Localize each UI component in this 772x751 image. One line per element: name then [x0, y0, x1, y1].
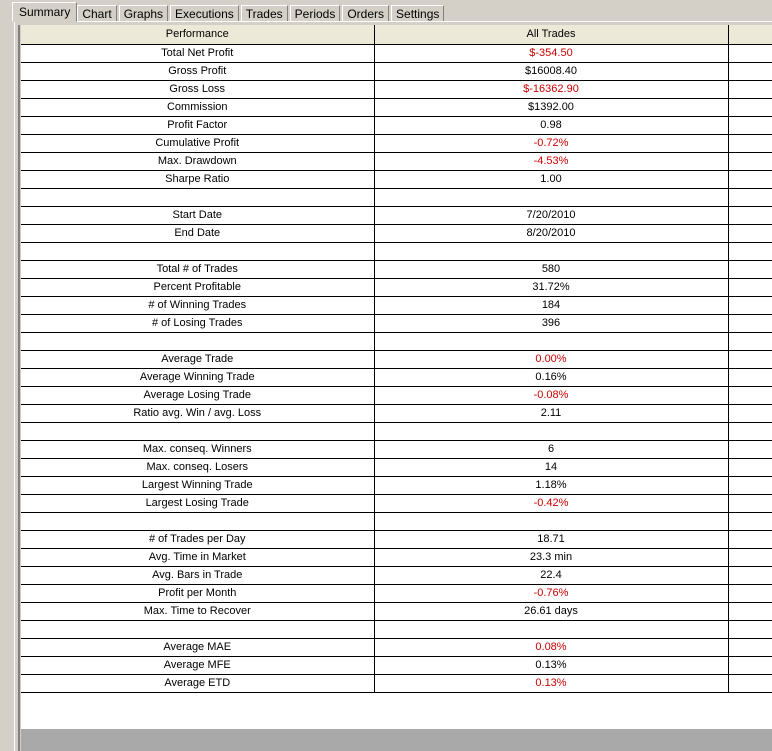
metric-value: 6 — [374, 440, 728, 458]
metric-label: Average MFE — [21, 656, 374, 674]
metric-label: Ratio avg. Win / avg. Loss — [21, 404, 374, 422]
extra-cell — [728, 278, 772, 296]
extra-cell — [728, 80, 772, 98]
table-row[interactable] — [21, 512, 772, 530]
metric-label: Gross Loss — [21, 80, 374, 98]
metric-value: 1.18% — [374, 476, 728, 494]
metric-value: $-16362.90 — [374, 80, 728, 98]
extra-cell — [728, 44, 772, 62]
table-row[interactable] — [21, 422, 772, 440]
metric-value: 0.08% — [374, 638, 728, 656]
extra-cell — [728, 242, 772, 260]
metric-value: -0.72% — [374, 134, 728, 152]
tab-bar — [14, 2, 446, 22]
tab-summary[interactable]: Summary — [12, 2, 77, 22]
metric-label: Max. conseq. Losers — [21, 458, 374, 476]
metric-value: 2.11 — [374, 404, 728, 422]
tab-orders[interactable]: Orders — [342, 5, 389, 22]
metric-value — [374, 332, 728, 350]
table-row[interactable] — [21, 152, 772, 170]
tab-graphs[interactable]: Graphs — [119, 5, 168, 22]
metric-value: 0.00% — [374, 350, 728, 368]
table-row[interactable] — [21, 620, 772, 638]
metric-value — [374, 188, 728, 206]
table-row[interactable] — [21, 278, 772, 296]
extra-cell — [728, 602, 772, 620]
tab-trades[interactable]: Trades — [241, 5, 288, 22]
performance-grid[interactable] — [21, 25, 772, 729]
metric-value: 580 — [374, 260, 728, 278]
tab-chart[interactable]: Chart — [77, 5, 116, 22]
metric-value — [374, 422, 728, 440]
metric-label: Largest Losing Trade — [21, 494, 374, 512]
metric-value: 7/20/2010 — [374, 206, 728, 224]
metric-value: 1.00 — [374, 170, 728, 188]
table-row[interactable] — [21, 584, 772, 602]
table-row[interactable] — [21, 530, 772, 548]
column-header-extra[interactable] — [728, 25, 772, 44]
metric-label — [21, 188, 374, 206]
metric-value: 396 — [374, 314, 728, 332]
extra-cell — [728, 548, 772, 566]
table-row[interactable] — [21, 44, 772, 62]
metric-label: Max. conseq. Winners — [21, 440, 374, 458]
extra-cell — [728, 350, 772, 368]
metric-value: 22.4 — [374, 566, 728, 584]
metric-value — [374, 242, 728, 260]
grid-empty-area — [21, 729, 772, 751]
performance-table — [21, 25, 772, 693]
extra-cell — [728, 98, 772, 116]
metric-label: Max. Drawdown — [21, 152, 374, 170]
extra-cell — [728, 134, 772, 152]
table-row[interactable] — [21, 260, 772, 278]
extra-cell — [728, 476, 772, 494]
tab-settings[interactable]: Settings — [391, 5, 444, 22]
extra-cell — [728, 116, 772, 134]
metric-label: Average Winning Trade — [21, 368, 374, 386]
table-row[interactable] — [21, 494, 772, 512]
extra-cell — [728, 224, 772, 242]
metric-label — [21, 620, 374, 638]
extra-cell — [728, 584, 772, 602]
table-row[interactable] — [21, 116, 772, 134]
table-row[interactable] — [21, 566, 772, 584]
table-row[interactable] — [21, 296, 772, 314]
table-row[interactable] — [21, 674, 772, 692]
table-row[interactable] — [21, 350, 772, 368]
metric-label: Total Net Profit — [21, 44, 374, 62]
table-row[interactable] — [21, 170, 772, 188]
metric-value: 31.72% — [374, 278, 728, 296]
metric-value — [374, 512, 728, 530]
tab-executions[interactable]: Executions — [170, 5, 239, 22]
metric-label — [21, 422, 374, 440]
metric-label: # of Trades per Day — [21, 530, 374, 548]
metric-label: Sharpe Ratio — [21, 170, 374, 188]
extra-cell — [728, 62, 772, 80]
metric-value: -0.42% — [374, 494, 728, 512]
metric-value: -0.08% — [374, 386, 728, 404]
table-row[interactable] — [21, 386, 772, 404]
extra-cell — [728, 332, 772, 350]
metric-value: 8/20/2010 — [374, 224, 728, 242]
extra-cell — [728, 188, 772, 206]
table-row[interactable] — [21, 638, 772, 656]
extra-cell — [728, 458, 772, 476]
metric-value: 0.98 — [374, 116, 728, 134]
metric-label: Gross Profit — [21, 62, 374, 80]
table-row[interactable] — [21, 332, 772, 350]
table-row[interactable] — [21, 476, 772, 494]
extra-cell — [728, 530, 772, 548]
extra-cell — [728, 260, 772, 278]
metric-label: Profit per Month — [21, 584, 374, 602]
column-header-performance[interactable]: Performance — [21, 25, 374, 44]
extra-cell — [728, 674, 772, 692]
panel-left-edge — [18, 25, 20, 751]
extra-cell — [728, 440, 772, 458]
metric-label: End Date — [21, 224, 374, 242]
table-row[interactable] — [21, 80, 772, 98]
table-row[interactable] — [21, 134, 772, 152]
metric-value: $16008.40 — [374, 62, 728, 80]
table-row[interactable] — [21, 548, 772, 566]
metric-label — [21, 332, 374, 350]
metric-label: Avg. Time in Market — [21, 548, 374, 566]
metric-label: Average MAE — [21, 638, 374, 656]
extra-cell — [728, 512, 772, 530]
extra-cell — [728, 170, 772, 188]
tab-periods[interactable]: Periods — [290, 5, 341, 22]
extra-cell — [728, 386, 772, 404]
table-row[interactable] — [21, 206, 772, 224]
extra-cell — [728, 206, 772, 224]
metric-value: $1392.00 — [374, 98, 728, 116]
metric-label: Commission — [21, 98, 374, 116]
metric-value: $-354.50 — [374, 44, 728, 62]
table-row[interactable] — [21, 368, 772, 386]
metric-value: 18.71 — [374, 530, 728, 548]
metric-label: Profit Factor — [21, 116, 374, 134]
metric-label: Largest Winning Trade — [21, 476, 374, 494]
column-header-all-trades[interactable]: All Trades — [374, 25, 728, 44]
extra-cell — [728, 296, 772, 314]
extra-cell — [728, 566, 772, 584]
metric-value: 0.13% — [374, 674, 728, 692]
metric-label: Avg. Bars in Trade — [21, 566, 374, 584]
metric-label: Max. Time to Recover — [21, 602, 374, 620]
metric-value: 14 — [374, 458, 728, 476]
table-row[interactable] — [21, 656, 772, 674]
extra-cell — [728, 422, 772, 440]
table-row[interactable] — [21, 98, 772, 116]
table-row[interactable] — [21, 62, 772, 80]
metric-value: 184 — [374, 296, 728, 314]
table-row[interactable] — [21, 188, 772, 206]
metric-value: 26.61 days — [374, 602, 728, 620]
metric-label — [21, 512, 374, 530]
extra-cell — [728, 152, 772, 170]
metric-label — [21, 242, 374, 260]
metric-label: # of Losing Trades — [21, 314, 374, 332]
extra-cell — [728, 638, 772, 656]
extra-cell — [728, 620, 772, 638]
table-row[interactable] — [21, 242, 772, 260]
extra-cell — [728, 656, 772, 674]
metric-value: 0.13% — [374, 656, 728, 674]
metric-value: 23.3 min — [374, 548, 728, 566]
metric-value: -0.76% — [374, 584, 728, 602]
metric-label: # of Winning Trades — [21, 296, 374, 314]
table-row[interactable] — [21, 224, 772, 242]
table-row[interactable] — [21, 458, 772, 476]
table-row[interactable] — [21, 404, 772, 422]
metric-label: Percent Profitable — [21, 278, 374, 296]
table-row[interactable] — [21, 314, 772, 332]
metric-value: -4.53% — [374, 152, 728, 170]
metric-label: Cumulative Profit — [21, 134, 374, 152]
metric-label: Average Losing Trade — [21, 386, 374, 404]
metric-value — [374, 620, 728, 638]
metric-label: Average Trade — [21, 350, 374, 368]
metric-value: 0.16% — [374, 368, 728, 386]
extra-cell — [728, 314, 772, 332]
metric-label: Average ETD — [21, 674, 374, 692]
extra-cell — [728, 368, 772, 386]
metric-label: Total # of Trades — [21, 260, 374, 278]
table-row[interactable] — [21, 602, 772, 620]
extra-cell — [728, 404, 772, 422]
metric-label: Start Date — [21, 206, 374, 224]
table-header-row — [21, 25, 772, 44]
extra-cell — [728, 494, 772, 512]
table-row[interactable] — [21, 440, 772, 458]
